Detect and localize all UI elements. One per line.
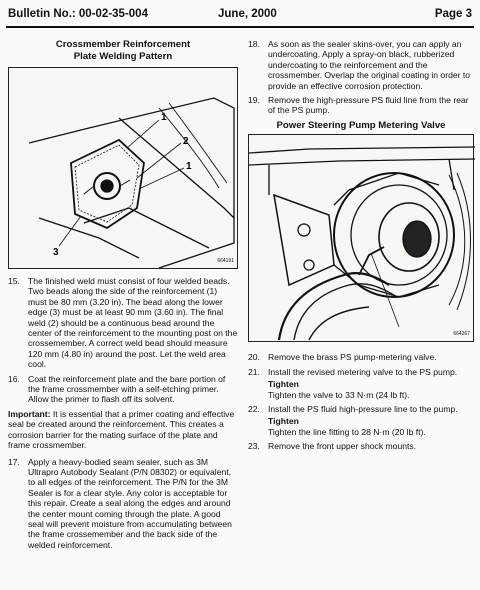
callout-3: 3 [53, 247, 59, 258]
callout-1b: 1 [186, 161, 192, 172]
bulletin-date: June, 2000 [218, 8, 277, 20]
step-21-tighten-label: Tighten [268, 379, 299, 390]
figure1-id: 664191 [217, 257, 234, 264]
figure1-title: Crossmember Reinforcement Plate Welding Pattern [55, 39, 191, 62]
page-header [6, 4, 474, 24]
left-column [8, 30, 238, 554]
step-22-tighten-text: Tighten the line fitting to 28 N·m (20 lb ft). [268, 426, 426, 437]
important-text: It is essential that a primer coating and effective seal be created around the reinforcement. This creates a corrosion barrier for the mating surface of the plate and frame crossmember. [8, 408, 235, 451]
step-20: 20. Remove the brass PS pump-metering valve. [248, 352, 437, 363]
step-22: 22. Install the PS fluid high-pressure line to the pump. [248, 403, 458, 414]
step-15: 15. The finished weld must consist of four welded beads. Two beads along the side of the reinforcement (1) must be 80 mm (3.20 in). The bead along the lower edge (3) must be at least 90 mm (3.60 in). The final weld (2) should be a continuous bead around the center of the reinforcement to the mounting post on the crossemember. A correct weld bead should measure 120 mm (4.80 in) around the post. Let the weld area cool. [8, 276, 238, 370]
figure1-illustration [9, 68, 239, 268]
step-19: 19. Remove the high-pressure PS fluid line from the rear of the PS pump. [248, 95, 469, 116]
step-23: 23. Remove the front upper shock mounts. [248, 441, 417, 452]
important-label: Important: [8, 408, 51, 419]
step-21: 21. Install the revised metering valve to the PS pump. [248, 366, 458, 377]
bulletin-number: Bulletin No.: 00-02-35-004 [8, 8, 148, 20]
figure1-welding-pattern [8, 67, 238, 269]
figure2-title: Power Steering Pump Metering Valve [276, 119, 446, 131]
important-note [8, 409, 238, 451]
steps-right-top [248, 39, 474, 116]
step-18: 18. As soon as the sealer skins-over, you can apply an undercoating. Apply a spray-on black, rubberized undercoating to the reinforcement and the crossmember. Overlap the original coating in order to provide an effective corrosion protection. [248, 39, 471, 91]
steps-right-bottom [248, 352, 474, 451]
step-22-tighten-label: Tighten [268, 416, 299, 427]
header-rule [6, 26, 474, 28]
figure2-metering-valve [248, 134, 474, 342]
step-16: 16. Coat the reinforcement plate and the bare portion of the frame crossmember with a self-etching primer. Allow the primer to flash off its solvent. [8, 373, 226, 405]
right-column [248, 30, 474, 456]
page-number: Page 3 [434, 8, 472, 20]
figure2-id: 664267 [453, 330, 470, 337]
steps-left-continued [8, 457, 238, 551]
callout-2: 2 [183, 136, 189, 147]
step-17: 17. Apply a heavy-bodied seam sealer, such as 3M Ultrapro Autobody Sealant (P/N 08302) or equivalent, to all edges of the reinforcement. The P/N for the 3M Sealer is for a clear style. Any color is acceptable for this repair. Create a seal along the edges and around the center mount coming through the plate. A good seal will prevent moisture from accumulating between the frame crossemember and the back side of the welded reinforcement. [8, 456, 232, 550]
callout-1a: 1 [161, 112, 167, 123]
steps-left [8, 276, 238, 405]
figure2-illustration [249, 135, 475, 341]
step-21-tighten-text: Tighten the valve to 33 N·m (24 lb ft). [268, 389, 410, 400]
